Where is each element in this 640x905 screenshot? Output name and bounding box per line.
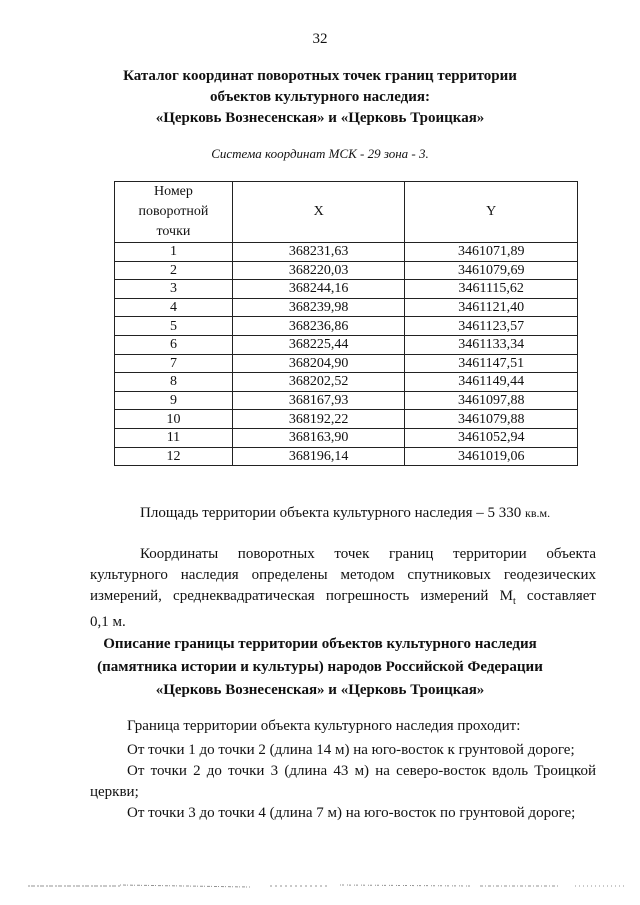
catalog-title-line: объектов культурного наследия: [209,89,430,105]
segment-2-line: От точки 2 до точки 3 (длина 43 м) на северо-восток вдоль Троицкой [127,763,596,779]
table-row [115,298,578,317]
x-cell: 368244,16 [232,280,405,299]
y-cell: 3461079,88 [405,410,578,429]
y-cell: 3461133,34 [405,335,578,354]
x-cell: 368196,14 [232,447,405,466]
scan-artifact-strip [0,880,640,892]
y-cell: 3461121,40 [405,298,578,317]
point-number-cell: 1 [115,243,233,262]
y-cell: 3461147,51 [405,354,578,373]
point-number-cell: 9 [115,391,233,410]
point-number-cell: 4 [115,298,233,317]
y-cell: 3461097,88 [405,391,578,410]
catalog-title [80,66,560,129]
table-row [115,410,578,429]
paragraph-text: составляет [515,588,596,604]
y-cell: 3461079,69 [405,261,578,280]
table-row [115,428,578,447]
y-cell: 3461149,44 [405,373,578,392]
x-cell: 368202,52 [232,373,405,392]
x-cell: 368163,90 [232,428,405,447]
segment-1: От точки 1 до точки 2 (длина 14 м) на юго-восток к грунтовой дороге; [127,742,575,758]
table-row [115,280,578,299]
paragraph-line [90,586,596,612]
catalog-title-line: «Церковь Вознесенская» и «Церковь Троицкая» [155,110,485,126]
paragraph-line: Координаты поворотных точек границ территории объекта [140,546,596,562]
x-cell: 368236,86 [232,317,405,336]
header-point-number [115,182,233,243]
description-title-line: (памятника истории и культуры) народов Российской Федерации [97,659,543,675]
subscript-t: t [512,596,516,607]
point-number-cell: 8 [115,373,233,392]
point-number-cell: 12 [115,447,233,466]
header-x: X [232,182,405,243]
y-cell: 3461052,94 [405,428,578,447]
area-note [140,505,550,522]
segment-2 [90,761,596,803]
x-cell: 368204,90 [232,354,405,373]
x-cell: 368225,44 [232,335,405,354]
page-number: 32 [312,31,328,47]
point-number-cell: 10 [115,410,233,429]
x-cell: 368220,03 [232,261,405,280]
description-title-line: «Церковь Вознесенская» и «Церковь Троицкая» [155,682,485,698]
table-row [115,373,578,392]
description-title-line: Описание границы территории объектов культурного наследия [103,636,537,652]
table-header-row [115,182,578,243]
description-title [80,633,560,702]
paragraph-line: культурного наследия определены методом спутниковых геодезических [90,567,596,583]
y-cell: 3461123,57 [405,317,578,336]
table-row [115,391,578,410]
point-number-cell: 3 [115,280,233,299]
area-unit: кв.м. [525,506,551,520]
y-cell: 3461115,62 [405,280,578,299]
table-row [115,261,578,280]
x-cell: 368239,98 [232,298,405,317]
point-number-cell: 2 [115,261,233,280]
y-cell: 3461019,06 [405,447,578,466]
catalog-title-line: Каталог координат поворотных точек границ территории [123,68,517,84]
header-y: Y [405,182,578,243]
table-row [115,243,578,262]
description-intro: Граница территории объекта культурного наследия проходит: [127,718,521,734]
table-row [115,317,578,336]
y-cell: 3461071,89 [405,243,578,262]
coordinate-system-caption: Система координат МСК - 29 зона - 3. [211,146,429,161]
table-row [115,447,578,466]
point-number-cell: 6 [115,335,233,354]
paragraph-text: измерений, среднеквадратическая погрешность измерений M [90,588,513,604]
coordinates-table [114,181,578,466]
point-number-cell: 11 [115,428,233,447]
x-cell: 368167,93 [232,391,405,410]
table-row [115,354,578,373]
header-point-number-label: Номер поворотной точки [138,184,209,239]
segment-3: От точки 3 до точки 4 (длина 7 м) на юго-восток по грунтовой дороге; [127,805,576,821]
paragraph-line: 0,1 м. [90,614,126,630]
coordinates-paragraph [90,544,596,633]
x-cell: 368231,63 [232,243,405,262]
point-number-cell: 5 [115,317,233,336]
area-note-text: Площадь территории объекта культурного наследия – 5 330 [140,505,522,521]
segment-2-line: церкви; [90,784,139,800]
x-cell: 368192,22 [232,410,405,429]
point-number-cell: 7 [115,354,233,373]
table-row [115,335,578,354]
